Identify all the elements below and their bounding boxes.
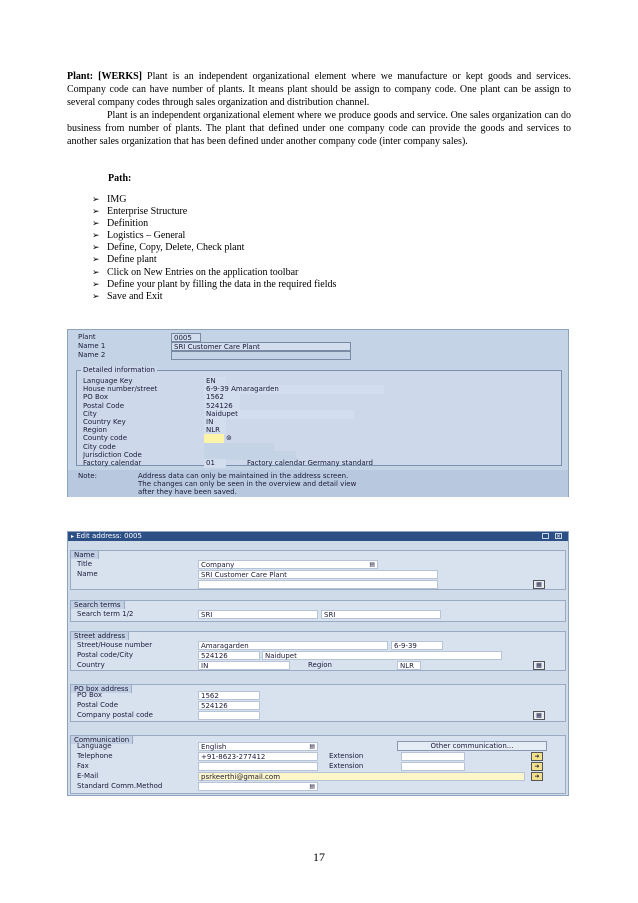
dropdown-icon[interactable]: ▤ <box>369 561 375 568</box>
note-area <box>68 470 568 497</box>
country-label: Country <box>77 661 105 669</box>
detail-field-value[interactable]: Naidupet <box>204 410 354 419</box>
street-field[interactable]: Amaragarden <box>198 641 388 650</box>
search-terms-section <box>70 600 566 622</box>
path-step-text: Define, Copy, Delete, Check plant <box>107 242 245 254</box>
detail-field-label: Language Key <box>83 377 133 385</box>
name-label: Name <box>77 570 98 578</box>
bullet-arrow-icon: ➢ <box>92 255 100 266</box>
title-field[interactable]: Company ▤ <box>198 560 378 569</box>
bullet-arrow-icon: ➢ <box>92 207 100 218</box>
more-fields-icon[interactable]: ▦ <box>533 711 545 720</box>
po-box-label: PO Box <box>77 691 102 699</box>
path-step-text: Definition <box>107 218 149 230</box>
plant-field[interactable]: 0005 <box>171 333 201 342</box>
second-paragraph: Plant is an independent organizational element where we produce goods and service. One sales organization can do business from number of plants. The plant that defined under one company code can provide the goods and services to another sales organization that has been defined under another company code (inter company sales). <box>67 110 571 148</box>
search-term-1-field[interactable]: SRI <box>198 610 318 619</box>
dropdown-icon[interactable]: ▤ <box>309 783 315 790</box>
detail-field-value[interactable]: 01 <box>204 459 226 468</box>
plant-label: Plant <box>78 333 96 341</box>
po-box-title: PO box address <box>70 684 132 693</box>
path-step <box>92 230 336 242</box>
path-step <box>92 267 336 279</box>
path-label: Path: <box>108 173 132 184</box>
fax-extension-label: Extension <box>329 762 364 770</box>
telephone-label: Telephone <box>77 752 113 760</box>
name1-field[interactable]: SRI Customer Care Plant <box>171 342 351 351</box>
detail-field-label: City <box>83 409 97 418</box>
detail-field-label: House number/street <box>83 385 158 394</box>
path-step-text: Logistics – General <box>107 230 186 242</box>
country-field[interactable]: IN <box>198 661 290 670</box>
name2-field[interactable] <box>171 351 351 360</box>
plant-term: Plant: [WERKS] <box>67 71 143 82</box>
region-label: Region <box>308 661 332 669</box>
note-line: after they have been saved. <box>138 488 237 496</box>
name-field-2[interactable] <box>198 580 438 589</box>
name1-label: Name 1 <box>78 342 106 350</box>
fax-field[interactable] <box>198 762 318 771</box>
detail-field-label: Jurisdiction Code <box>83 450 142 459</box>
arrow-right-icon[interactable]: ➜ <box>531 772 543 781</box>
language-field[interactable]: English ▤ <box>198 742 318 751</box>
po-postal-field[interactable]: 524126 <box>198 701 260 710</box>
path-step <box>92 279 336 291</box>
telephone-extension-label: Extension <box>329 752 364 760</box>
edit-address-dialog <box>67 531 569 796</box>
std-comm-label: Standard Comm.Method <box>77 782 163 790</box>
more-fields-icon[interactable]: ▦ <box>533 661 545 670</box>
communication-section <box>70 735 566 794</box>
value-help-icon[interactable]: ⊚ <box>226 434 232 443</box>
path-step <box>92 206 336 218</box>
house-number-field[interactable]: 6-9-39 <box>391 641 443 650</box>
path-step-text: Define your plant by filling the data in the required fields <box>107 278 337 290</box>
po-postal-label: Postal Code <box>77 701 119 709</box>
path-step <box>92 242 336 254</box>
search-terms-title: Search terms <box>70 600 125 609</box>
telephone-field[interactable]: +91-8623-277412 <box>198 752 318 761</box>
bullet-arrow-icon: ➢ <box>92 231 100 242</box>
fax-extension-field[interactable] <box>401 762 465 771</box>
bullet-arrow-icon: ➢ <box>92 195 100 205</box>
bullet-arrow-icon: ➢ <box>92 219 100 230</box>
city-field[interactable]: Naidupet <box>262 651 502 660</box>
path-step <box>92 254 336 266</box>
name2-label: Name 2 <box>78 351 106 359</box>
note-line: The changes can only be seen in the overview and detail view <box>138 480 357 488</box>
detail-field-value[interactable]: 1562 <box>204 393 240 402</box>
path-step-text: Define plant <box>107 254 157 266</box>
dialog-titlebar <box>68 532 568 541</box>
detail-field-value[interactable]: EN <box>204 377 226 386</box>
path-step-text: Click on New Entries on the application toolbar <box>107 266 299 278</box>
path-step <box>92 291 336 303</box>
page-number: 17 <box>313 850 325 864</box>
email-field[interactable]: psrkeerthi@gmail.com <box>198 772 525 781</box>
detailed-information-title: Detailed information <box>83 366 155 374</box>
bullet-arrow-icon: ➢ <box>92 291 100 302</box>
street-address-section <box>70 631 566 671</box>
communication-title: Communication <box>70 735 133 744</box>
search-term-label: Search term 1/2 <box>77 610 134 618</box>
detail-field-value[interactable]: IN <box>204 418 226 427</box>
detail-field-label: Factory calendar <box>83 459 142 467</box>
path-step-text: Enterprise Structure <box>107 206 188 218</box>
title-label: Title <box>77 560 93 568</box>
language-label: Language <box>77 742 112 750</box>
company-postal-label: Company postal code <box>77 711 153 719</box>
company-postal-field[interactable] <box>198 711 260 720</box>
name-section <box>70 550 566 590</box>
arrow-right-icon[interactable]: ➜ <box>531 752 543 761</box>
detail-field-value[interactable]: 6-9-39 Amaragarden <box>204 385 384 394</box>
std-comm-field[interactable] <box>198 782 318 791</box>
detail-field-label: County code <box>83 434 128 443</box>
detail-field-value[interactable]: NLR <box>204 426 226 435</box>
postal-city-label: Postal code/City <box>77 651 134 659</box>
note-label: Note: <box>78 472 97 480</box>
detail-field-label: Region <box>83 426 107 435</box>
detail-field-label: PO Box <box>83 393 108 402</box>
dialog-title: Edit address: 0005 <box>76 532 142 540</box>
path-step-text: IMG <box>107 194 127 205</box>
region-field[interactable]: NLR <box>397 661 421 670</box>
detail-field-value[interactable]: 524126 <box>204 402 240 411</box>
dropdown-icon[interactable]: ▤ <box>309 743 315 750</box>
path-step-text: Save and Exit <box>107 290 163 302</box>
bullet-arrow-icon: ➢ <box>92 267 100 278</box>
street-address-title: Street address <box>70 631 129 640</box>
restore-icon[interactable] <box>542 533 549 539</box>
factory-calendar-text: Factory calendar Germany standard <box>247 459 373 467</box>
postal-code-field[interactable]: 524126 <box>198 651 260 660</box>
define-plant-screen <box>67 329 569 497</box>
telephone-extension-field[interactable] <box>401 752 465 761</box>
path-step <box>92 194 336 206</box>
street-label: Street/House number <box>77 641 153 649</box>
path-step <box>92 218 336 230</box>
window-icon: ▸ <box>71 533 75 540</box>
email-label: E-Mail <box>77 772 99 780</box>
other-communication-button[interactable]: Other communication... <box>397 741 547 751</box>
bullet-arrow-icon: ➢ <box>92 243 100 254</box>
po-box-section <box>70 684 566 722</box>
arrow-right-icon[interactable]: ➜ <box>531 762 543 771</box>
more-fields-icon[interactable]: ▦ <box>533 580 545 589</box>
path-steps-list <box>92 194 336 303</box>
detail-field-label: City code <box>83 442 116 451</box>
name-section-title: Name <box>70 550 99 559</box>
name-field[interactable]: SRI Customer Care Plant <box>198 570 438 579</box>
close-icon[interactable]: × <box>556 533 562 540</box>
bullet-arrow-icon: ➢ <box>92 279 100 290</box>
note-line: Address data can only be maintained in the address screen. <box>138 472 349 480</box>
po-box-field[interactable]: 1562 <box>198 691 260 700</box>
detail-field-label: Postal Code <box>83 401 125 410</box>
detailed-information-group <box>76 366 562 467</box>
intro-paragraph: Plant: [WERKS] Plant is an independent organizational element where we manufacture or kept goods and services. Company code can have number of plants. It means plant should be assign to company code. One plant can be assign to several company codes through sales organization and distribution channel. <box>67 71 571 109</box>
fax-label: Fax <box>77 762 89 770</box>
search-term-2-field[interactable]: SRI <box>321 610 441 619</box>
detail-field-label: Country Key <box>83 418 126 426</box>
